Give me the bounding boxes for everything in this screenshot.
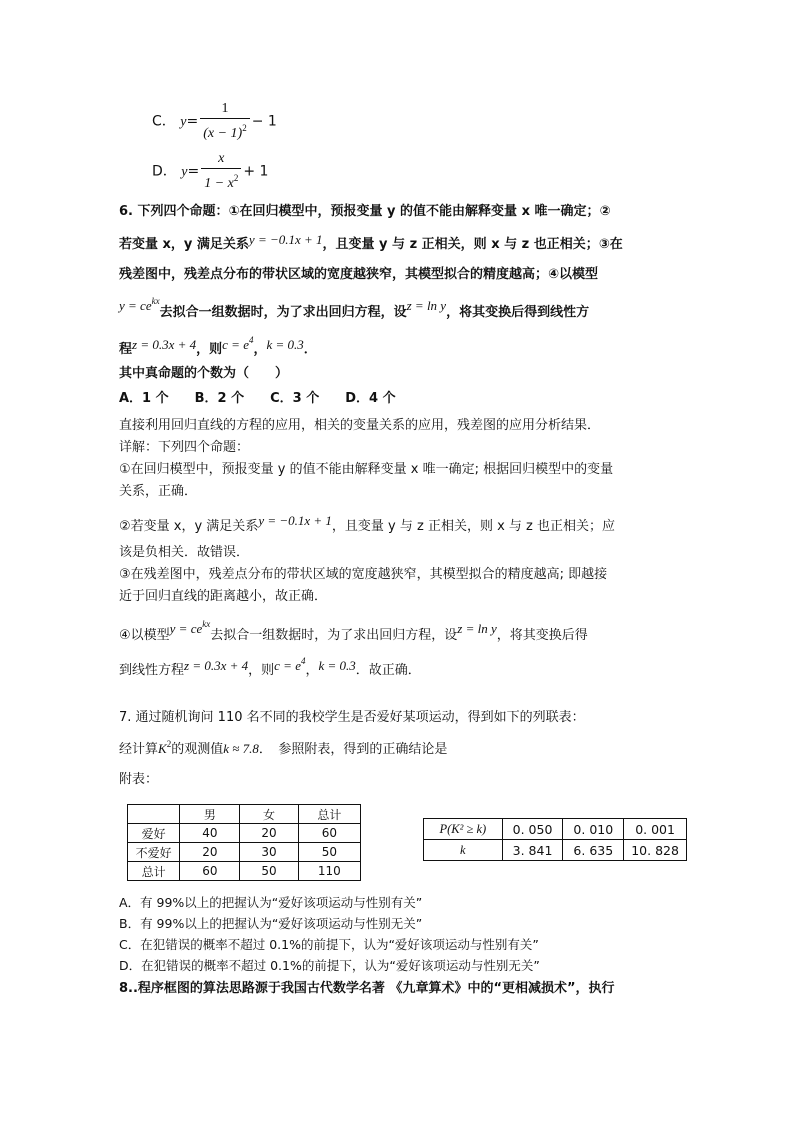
eq-base: y = ce xyxy=(169,621,203,636)
sol6-s8: 近于回归直线的距离越小，故正确． xyxy=(119,589,328,604)
equation: z = 0.3x + 4 xyxy=(132,337,197,352)
table-cell: P(K² ≥ k) xyxy=(424,819,503,840)
text: ，且变量 y 与 z 正相关，则 x 与 z 也正相关；应 xyxy=(331,519,616,534)
sol6-s2: 详解：下列四个命题： xyxy=(119,440,250,455)
q6-line3: 残差图中，残差点分布的带状区域的宽度越狭窄，其模型拟合的精度越高；④以模型 xyxy=(119,267,599,282)
eq-exponent: 4 xyxy=(300,656,306,666)
equation xyxy=(222,337,253,352)
tail-term: + 1 xyxy=(243,163,269,180)
table-row xyxy=(424,819,687,840)
equals: = xyxy=(186,113,199,130)
table-cell: 0. 010 xyxy=(563,819,624,840)
sol6-s9 xyxy=(119,619,588,643)
q6-line5 xyxy=(119,335,317,357)
q7-option-a: A．有 99%以上的把握认为“爱好该项运动与性别有关” xyxy=(119,895,423,910)
table-cell: 0. 050 xyxy=(502,819,563,840)
q6-line2 xyxy=(119,232,623,252)
sol6-s5 xyxy=(119,513,615,534)
table-header-row xyxy=(128,805,361,824)
table-cell: 110 xyxy=(298,862,360,881)
table-cell: 20 xyxy=(180,843,240,862)
sol6-s1: 直接利用回归直线的方程的应用，相关的变量关系的应用，残差图的应用分析结果． xyxy=(119,418,601,433)
text: 的观测值 xyxy=(171,742,224,757)
table-cell: 总计 xyxy=(128,862,180,881)
table-cell: 男 xyxy=(180,805,240,824)
table-cell: 60 xyxy=(298,824,360,843)
table-cell: 50 xyxy=(240,862,298,881)
equation: z = ln y xyxy=(457,621,497,636)
denominator-exponent: 2 xyxy=(242,123,247,133)
eq-base: c = e xyxy=(222,337,249,352)
text: 若变量 x，y 满足关系 xyxy=(119,237,249,252)
eq-base: K xyxy=(158,741,167,756)
table-cell xyxy=(128,805,180,824)
q7-option-b: B．有 99%以上的把握认为“爱好该项运动与性别无关” xyxy=(119,916,423,931)
text: 去拟合一组数据时，为了求出回归方程，设 xyxy=(210,628,458,643)
text: ④以模型 xyxy=(119,628,170,643)
text: 经计算 xyxy=(119,742,159,757)
text: ． xyxy=(303,342,317,357)
q7-option-c: C．在犯错误的概率不超过 0.1%的前提下，认为“爱好该项运动与性别有关” xyxy=(119,937,539,952)
fraction xyxy=(201,150,241,193)
table-cell: 6. 635 xyxy=(563,840,624,861)
text: ，则 xyxy=(196,342,223,357)
equation xyxy=(170,621,211,636)
equation: z = ln y xyxy=(406,298,447,313)
q6-line4 xyxy=(119,296,589,320)
tail-term: − 1 xyxy=(251,113,277,130)
table-cell: 0. 001 xyxy=(624,819,687,840)
eq-base: y = ce xyxy=(119,298,152,313)
equation xyxy=(119,298,160,313)
table-row xyxy=(424,840,687,861)
text: ． 参照附表，得到的正确结论是 xyxy=(258,742,448,757)
text: ， xyxy=(305,663,319,678)
table-cell: 20 xyxy=(240,824,298,843)
text: ②若变量 x，y 满足关系 xyxy=(119,519,259,534)
table-cell: 爱好 xyxy=(128,824,180,843)
text: ，且变量 y 与 z 正相关，则 x 与 z 也正相关；③在 xyxy=(322,237,623,252)
table-cell: 30 xyxy=(240,843,298,862)
option-d xyxy=(152,150,268,193)
equals: = xyxy=(187,163,200,180)
q7-line3: 附表： xyxy=(119,772,159,787)
text: 去拟合一组数据时，为了求出回归方程，设 xyxy=(159,305,407,320)
sol6-s10 xyxy=(119,656,421,678)
critical-value-table xyxy=(423,818,687,861)
table-cell: 60 xyxy=(180,862,240,881)
equation xyxy=(158,741,171,756)
table-cell: 总计 xyxy=(298,805,360,824)
denominator-base: 1 − x xyxy=(204,176,234,191)
text: 程 xyxy=(119,342,133,357)
eq-exponent: kx xyxy=(151,296,160,306)
text: ， xyxy=(253,342,267,357)
sol6-s4: 关系，正确． xyxy=(119,484,198,499)
q8-line1: 8..程序框图的算法思路源于我国古代数学名著 《九章算术》中的“更相减损术”，执行 xyxy=(119,981,615,996)
equation: k ≈ 7.8 xyxy=(223,741,259,756)
numerator: 1 xyxy=(221,101,229,116)
text: ，则 xyxy=(248,663,275,678)
sol6-s7: ③在残差图中，残差点分布的带状区域的宽度越狭窄，其模型拟合的精度越高; 即越接 xyxy=(119,567,608,582)
table-row xyxy=(128,862,361,881)
q7-option-d: D．在犯错误的概率不超过 0.1%的前提下，认为“爱好该项运动与性别无关” xyxy=(119,958,540,973)
table-cell: 女 xyxy=(240,805,298,824)
text: ，将其变换后得 xyxy=(496,628,588,643)
q6-line6: 其中真命题的个数为（ ） xyxy=(119,366,289,381)
q6-options: A．1 个 B．2 个 C．3 个 D．4 个 xyxy=(119,391,396,406)
eq-exponent: 2 xyxy=(166,739,172,749)
option-c xyxy=(152,100,277,143)
table-cell: 10. 828 xyxy=(624,840,687,861)
equation: y = −0.1x + 1 xyxy=(248,232,323,247)
table-row xyxy=(128,824,361,843)
table-cell: 50 xyxy=(298,843,360,862)
equation: z = 0.3x + 4 xyxy=(184,658,249,673)
fraction xyxy=(200,100,250,143)
denominator-base: (x − 1) xyxy=(203,126,243,141)
var-y: y xyxy=(180,114,187,130)
equation: k = 0.3 xyxy=(266,337,304,352)
table-cell: k xyxy=(424,840,503,861)
text: ．故正确． xyxy=(355,663,421,678)
option-label: C． xyxy=(152,113,176,130)
equation xyxy=(274,658,305,673)
q7-line1: 7. 通过随机询问 110 名不同的我校学生是否爱好某项运动，得到如下的列联表： xyxy=(119,710,585,725)
sol6-s3: ①在回归模型中，预报变量 y 的值不能由解释变量 x 唯一确定; 根据回归模型中的变量 xyxy=(119,462,614,477)
sol6-s6: 该是负相关．故错误． xyxy=(119,545,250,560)
eq-base: c = e xyxy=(274,658,301,673)
text: 到线性方程 xyxy=(119,663,185,678)
denominator-exponent: 2 xyxy=(233,173,239,183)
eq-exponent: 4 xyxy=(248,335,254,345)
table-row xyxy=(128,843,361,862)
denominator xyxy=(200,118,250,143)
numerator: x xyxy=(218,151,225,166)
option-label: D． xyxy=(152,163,177,180)
table-cell: 不爱好 xyxy=(128,843,180,862)
table-cell: 3. 841 xyxy=(502,840,563,861)
contingency-table xyxy=(127,804,361,881)
eq-exponent: kx xyxy=(202,619,211,629)
equation: k = 0.3 xyxy=(318,658,356,673)
table-cell: 40 xyxy=(180,824,240,843)
denominator xyxy=(201,168,241,193)
q6-line1: 6. 下列四个命题：①在回归模型中，预报变量 y 的值不能由解释变量 x 唯一确定；② xyxy=(119,204,611,219)
equation: y = −0.1x + 1 xyxy=(258,513,332,528)
text: ，将其变换后得到线性方 xyxy=(446,305,590,320)
q7-line2 xyxy=(119,738,447,757)
var-y: y xyxy=(181,164,188,180)
